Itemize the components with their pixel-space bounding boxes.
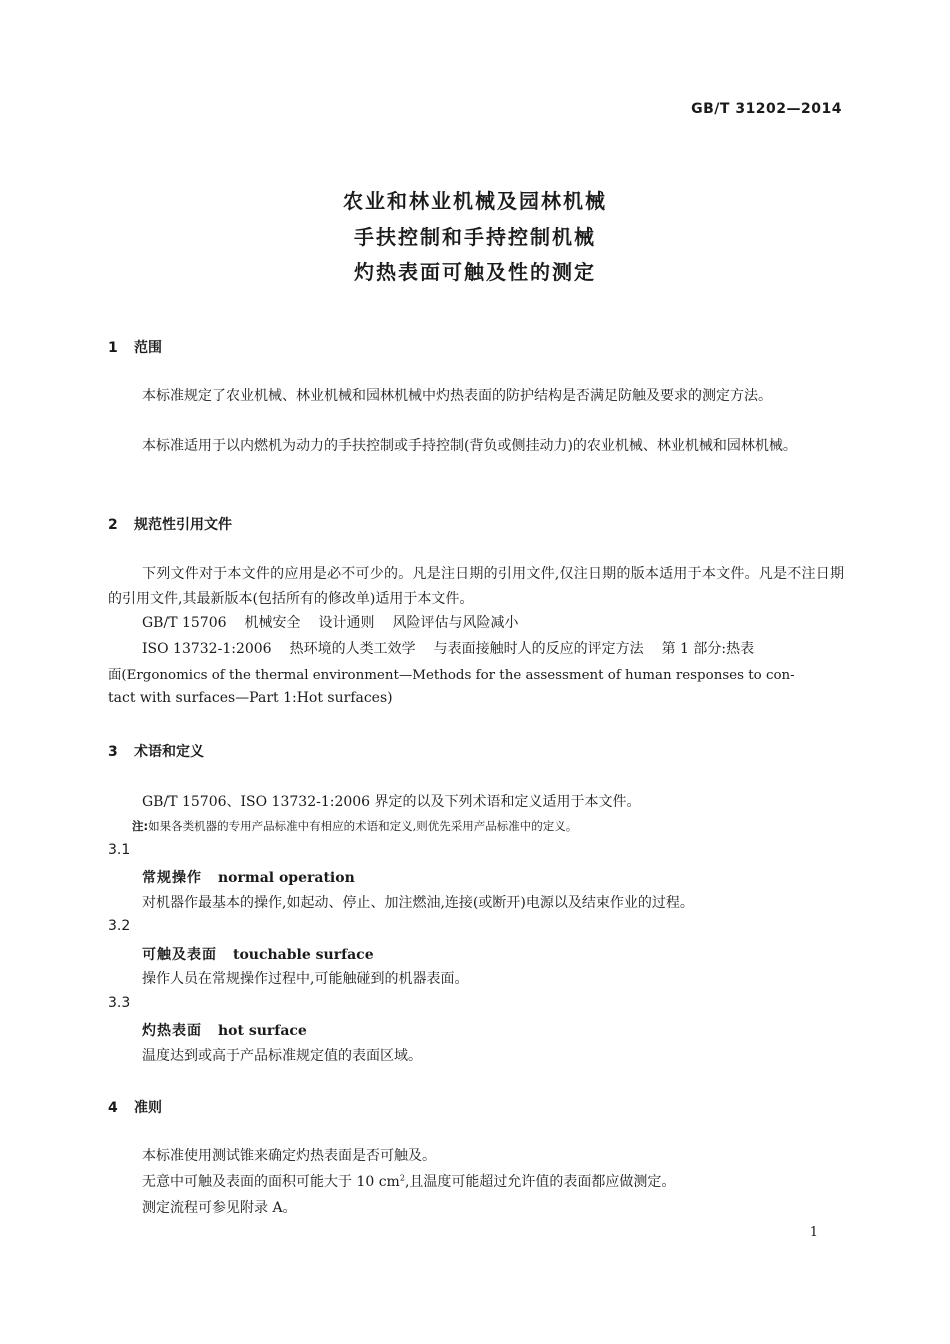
reference-title-part: 与表面接触时人的反应的评定方法	[433, 641, 644, 657]
section-number: 1	[108, 340, 118, 356]
section-4-paragraph-2	[142, 1171, 675, 1191]
note-text: 如果各类机器的专用产品标准中有相应的术语和定义,则优先采用产品标准中的定义。	[148, 819, 578, 833]
term-definition: 操作人员在常规操作过程中,可能触碰到的机器表面。	[142, 971, 469, 987]
term-zh: 可触及表面	[142, 947, 217, 963]
reference-code: GB/T 15706	[142, 615, 227, 631]
section-1-paragraph-1: 本标准规定了农业机械、林业机械和园林机械中灼热表面的防护结构是否满足防触及要求的测定方法。	[142, 388, 772, 404]
superscript: 2	[399, 1173, 405, 1183]
term-number: 3.3	[108, 995, 131, 1011]
section-title: 范围	[134, 340, 162, 356]
section-2-heading	[108, 514, 232, 534]
reference-title-part: 设计通则	[318, 615, 375, 631]
term-en: touchable surface	[233, 947, 374, 963]
section-4-paragraph-1: 本标准使用测试锥来确定灼热表面是否可触及。	[142, 1148, 436, 1164]
title-line-3: 灼热表面可触及性的测定	[354, 260, 596, 284]
paragraph-text: 无意中可触及表面的面积可能大于 10 cm	[142, 1174, 400, 1190]
note	[132, 818, 577, 834]
section-number: 4	[108, 1100, 118, 1116]
reference-title-part: 第 1 部分:热表	[661, 641, 755, 657]
standard-number: GB/T 31202—2014	[691, 101, 842, 117]
term-zh: 灼热表面	[142, 1023, 202, 1039]
reference-gbt-15706	[142, 612, 519, 632]
reference-iso-13732-line-2: 面(Ergonomics of the thermal environment—Methods for the assessment of human responses to con-	[108, 668, 795, 683]
term-heading	[142, 944, 374, 964]
term-en: normal operation	[218, 870, 355, 886]
term-definition: 对机器作最基本的操作,如起动、停止、加注燃油,连接(或断开)电源以及结束作业的过程。	[142, 895, 694, 911]
section-1-heading	[108, 337, 162, 357]
paragraph-text: ,且温度可能超过允许值的表面都应做测定。	[404, 1174, 676, 1190]
reference-title-part: 热环境的人类工效学	[289, 641, 416, 657]
section-3-heading	[108, 741, 204, 761]
reference-iso-13732	[142, 638, 754, 658]
section-1-paragraph-2: 本标准适用于以内燃机为动力的手扶控制或手持控制(背负或侧挂动力)的农业机械、林业机械和园林机械。	[142, 438, 797, 454]
title-line-1: 农业和林业机械及园林机械	[343, 189, 607, 213]
reference-iso-13732-line-3: tact with surfaces—Part 1:Hot surfaces)	[108, 690, 393, 706]
reference-code: ISO 13732-1:2006	[142, 641, 272, 657]
reference-title-part: 机械安全	[244, 615, 301, 631]
reference-title-part: 风险评估与风险减小	[392, 615, 519, 631]
section-title: 术语和定义	[134, 744, 204, 760]
term-zh: 常规操作	[142, 870, 202, 886]
section-2-paragraph-1: 下列文件对于本文件的应用是必不可少的。凡是注日期的引用文件,仅注日期的版本适用于本文件。凡是不注日期的引用文件,其最新版本(包括所有的修改单)适用于本文件。	[108, 566, 844, 607]
section-3-paragraph-1: GB/T 15706、ISO 13732-1:2006 界定的以及下列术语和定义适用于本文件。	[142, 794, 641, 810]
term-number: 3.2	[108, 918, 131, 934]
title-line-2: 手扶控制和手持控制机械	[354, 225, 596, 249]
section-4-heading	[108, 1097, 162, 1117]
section-title: 规范性引用文件	[134, 517, 232, 533]
term-heading	[142, 1020, 307, 1040]
section-number: 2	[108, 517, 118, 533]
term-heading	[142, 867, 355, 887]
section-4-paragraph-3: 测定流程可参见附录 A。	[142, 1200, 297, 1216]
page-number: 1	[809, 1225, 818, 1240]
term-number: 3.1	[108, 842, 131, 858]
term-definition: 温度达到或高于产品标准规定值的表面区域。	[142, 1048, 422, 1064]
section-number: 3	[108, 744, 118, 760]
section-title: 准则	[134, 1100, 162, 1116]
note-label: 注:	[132, 819, 149, 833]
term-en: hot surface	[218, 1023, 307, 1039]
